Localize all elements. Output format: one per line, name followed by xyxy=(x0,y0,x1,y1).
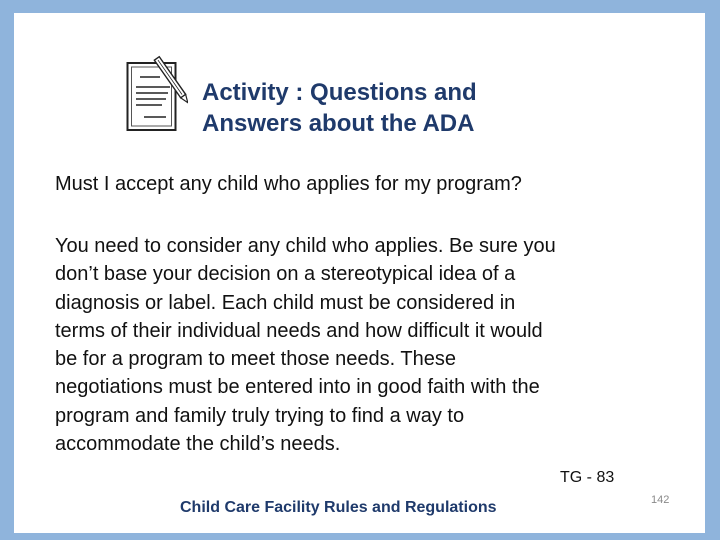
question-text: Must I accept any child who applies for my program? xyxy=(55,173,522,195)
title-line: Answers about the ADA xyxy=(202,110,475,137)
answer-line: You need to consider any child who applies. Be sure you xyxy=(55,235,556,257)
slide-title xyxy=(202,77,477,139)
tg-tag: TG - 83 xyxy=(560,469,615,486)
answer-line: be for a program to meet those needs. These xyxy=(55,348,456,371)
title-line: Activity : Questions and xyxy=(202,79,477,106)
slide xyxy=(14,13,705,533)
document-with-pencil-icon xyxy=(126,53,188,133)
answer-line: accommodate the child’s needs. xyxy=(55,433,341,456)
answer-line: diagnosis or label. Each child must be considered in xyxy=(55,291,516,314)
answer-text xyxy=(55,232,556,458)
page-number: 142 xyxy=(651,494,670,506)
footer-title: Child Care Facility Rules and Regulations xyxy=(180,499,497,516)
answer-line: negotiations must be entered into in good faith with the xyxy=(55,376,540,399)
answer-line: program and family truly trying to find a way to xyxy=(55,404,465,427)
answer-line: don’t base your decision on a stereotypical idea of a xyxy=(55,263,516,286)
answer-line: terms of their individual needs and how difficult it would xyxy=(55,319,543,342)
